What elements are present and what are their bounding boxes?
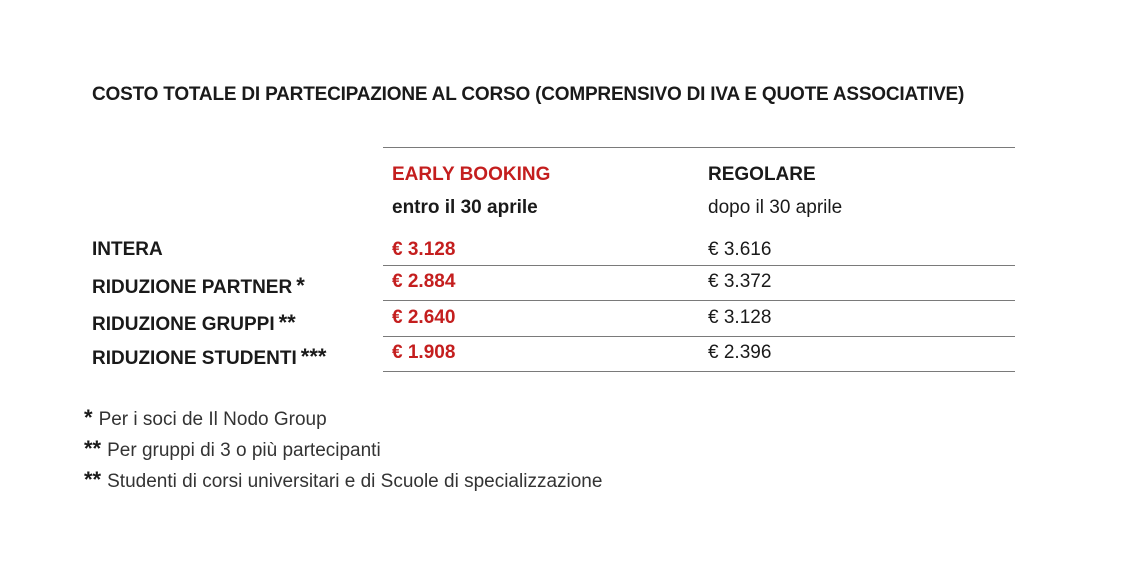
row-divider: [383, 265, 1015, 266]
price-regular-intera: € 3.616: [708, 239, 772, 260]
price-regular-studenti: € 2.396: [708, 342, 772, 363]
row-label-riduzione-studenti: [92, 344, 326, 370]
footnote-mark: **: [84, 436, 102, 461]
footnote-partner: [84, 405, 327, 431]
table-bottom-rule: [383, 371, 1015, 372]
price-early-studenti: € 1.908: [392, 342, 456, 363]
early-booking-subheading: entro il 30 aprile: [392, 197, 538, 218]
row-label-text: RIDUZIONE STUDENTI: [92, 348, 297, 369]
price-regular-partner: € 3.372: [708, 271, 772, 292]
price-early-gruppi: € 2.640: [392, 307, 456, 328]
footnote-mark: **: [84, 467, 102, 492]
footnote-marker: *: [296, 273, 305, 298]
row-label-intera: [92, 239, 163, 261]
footnote-studenti: [84, 467, 602, 493]
table-top-rule: [383, 147, 1015, 148]
regular-heading: REGOLARE: [708, 164, 816, 185]
row-label-riduzione-gruppi: [92, 310, 296, 336]
row-label-text: INTERA: [92, 239, 163, 260]
footnote-marker: **: [278, 310, 296, 335]
regular-subheading: dopo il 30 aprile: [708, 197, 843, 218]
row-label-riduzione-partner: [92, 273, 305, 299]
row-divider: [383, 336, 1015, 337]
price-early-intera: € 3.128: [392, 239, 456, 260]
footnote-gruppi: [84, 436, 381, 462]
row-label-text: RIDUZIONE PARTNER: [92, 277, 293, 298]
page-title: COSTO TOTALE DI PARTECIPAZIONE AL CORSO (COMPRENSIVO DI IVA E QUOTE ASSOCIATIVE): [92, 84, 965, 105]
row-divider: [383, 300, 1015, 301]
footnote-text: Studenti di corsi universitari e di Scuole di specializzazione: [107, 471, 603, 492]
footnote-mark: *: [84, 405, 93, 430]
footnote-text: Per i soci de Il Nodo Group: [98, 409, 327, 430]
price-regular-gruppi: € 3.128: [708, 307, 772, 328]
price-early-partner: € 2.884: [392, 271, 456, 292]
early-booking-heading: EARLY BOOKING: [392, 164, 551, 185]
row-label-text: RIDUZIONE GRUPPI: [92, 314, 275, 335]
footnote-text: Per gruppi di 3 o più partecipanti: [107, 440, 381, 461]
footnote-marker: ***: [300, 344, 327, 369]
